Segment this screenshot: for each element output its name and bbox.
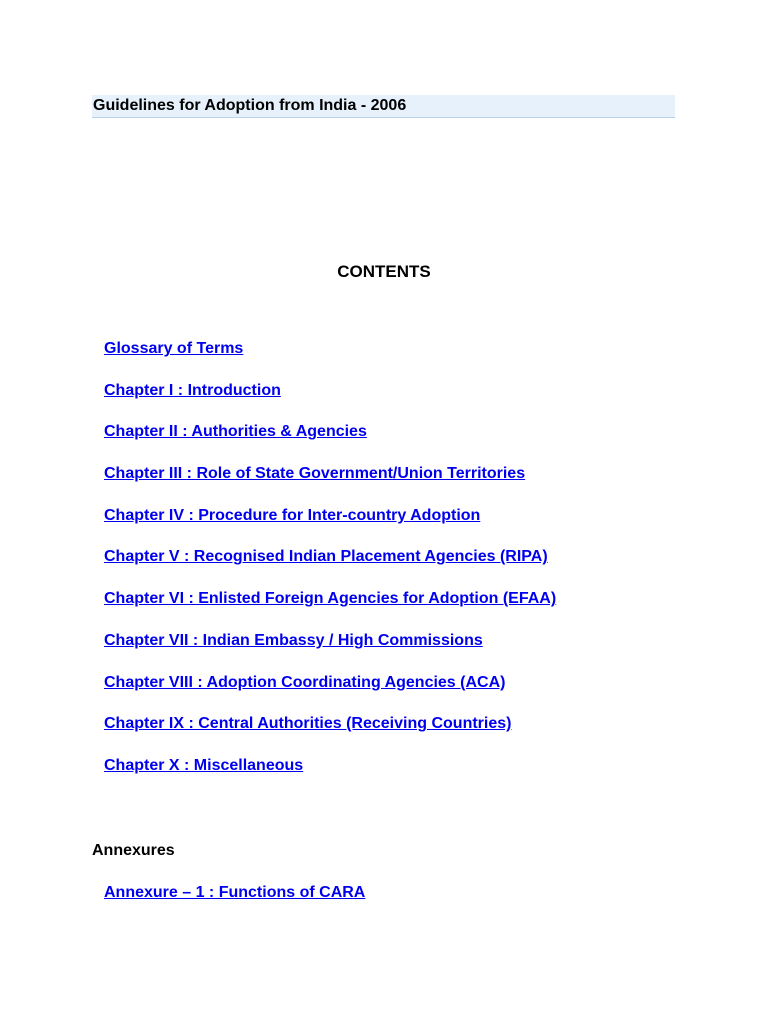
toc-link-chapter-6[interactable]: Chapter VI : Enlisted Foreign Agencies for Adoption (EFAA)	[104, 590, 557, 608]
annexure-list	[104, 883, 365, 925]
toc-link-chapter-1[interactable]: Chapter I : Introduction	[104, 381, 281, 399]
toc-item	[104, 422, 556, 464]
toc-link-chapter-3[interactable]: Chapter III : Role of State Government/Union Territories	[104, 465, 526, 483]
contents-heading: CONTENTS	[337, 262, 431, 281]
toc-item	[104, 756, 556, 798]
annexure-link-1[interactable]: Annexure – 1 : Functions of CARA	[104, 884, 366, 901]
toc-item	[104, 714, 556, 756]
toc-item	[104, 631, 556, 673]
document-header-band	[92, 95, 675, 118]
toc-link-chapter-5[interactable]: Chapter V : Recognised Indian Placement Agencies (RIPA)	[104, 548, 548, 566]
toc-item	[104, 339, 556, 381]
annexures-heading: Annexures	[92, 842, 175, 859]
toc-link-glossary[interactable]: Glossary of Terms	[104, 340, 244, 357]
toc-item	[104, 506, 556, 548]
toc-item	[104, 464, 556, 506]
toc-item	[104, 381, 556, 423]
document-title: Guidelines for Adoption from India - 2006	[93, 97, 407, 114]
toc-link-chapter-8[interactable]: Chapter VIII : Adoption Coordinating Agencies (ACA)	[104, 673, 506, 691]
toc-link-chapter-2[interactable]: Chapter II : Authorities & Agencies	[104, 423, 367, 441]
annexure-item	[104, 883, 365, 925]
toc-item	[104, 589, 556, 631]
toc-link-chapter-7[interactable]: Chapter VII : Indian Embassy / High Commissions	[104, 631, 483, 649]
toc-link-chapter-9[interactable]: Chapter IX : Central Authorities (Receiving Countries)	[104, 715, 512, 733]
toc-link-chapter-4[interactable]: Chapter IV : Procedure for Inter-country Adoption	[104, 506, 481, 524]
toc-link-chapter-10[interactable]: Chapter X : Miscellaneous	[104, 756, 304, 774]
toc-item	[104, 547, 556, 589]
table-of-contents	[104, 339, 556, 798]
toc-item	[104, 673, 556, 715]
